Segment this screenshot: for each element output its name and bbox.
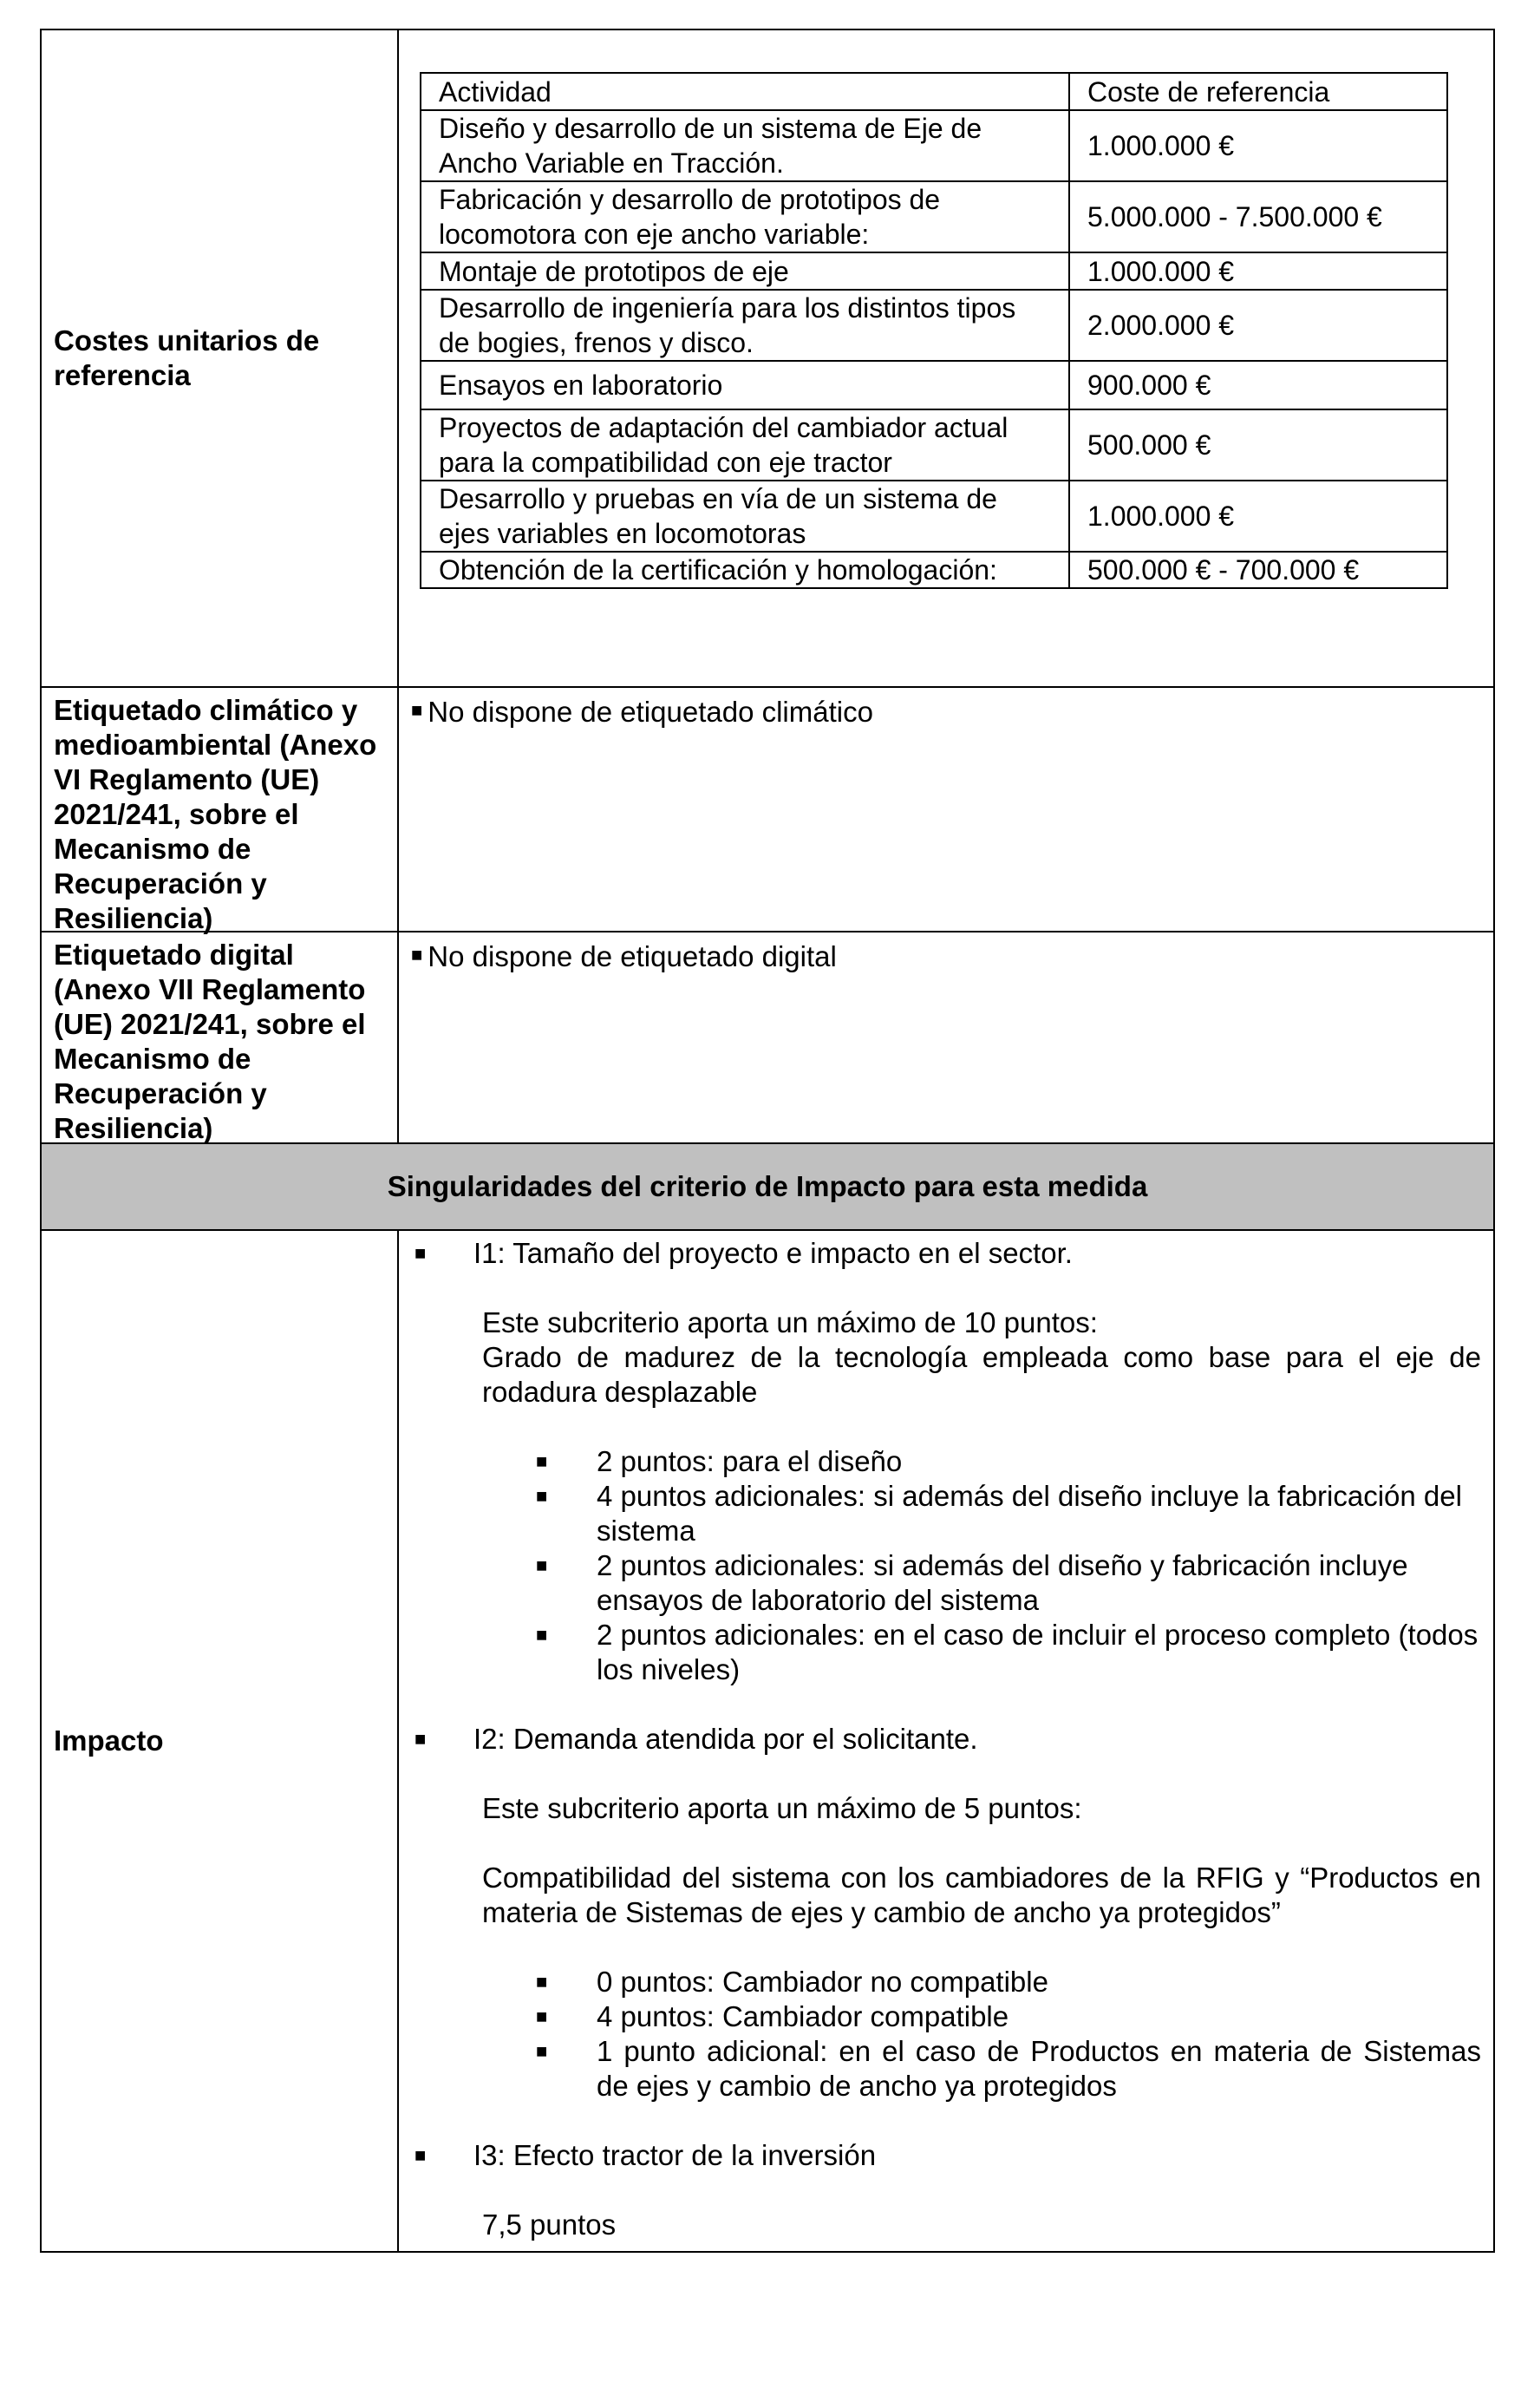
coste-cell: 1.000.000 € xyxy=(1069,481,1447,552)
criteria-table xyxy=(40,29,1495,2253)
list-item: ■ I3: Efecto tractor de la inversión xyxy=(411,2138,1481,2173)
list-item: ■ 2 puntos adicionales: si además del diseño y fabricación incluye ensayos de laboratorio del sistema xyxy=(532,1548,1481,1618)
costes-row xyxy=(42,30,1493,686)
digital-row xyxy=(42,931,1493,1142)
square-bullet-icon: ■ xyxy=(536,1624,548,1646)
header-coste: Coste de referencia xyxy=(1069,73,1447,110)
impacto-row xyxy=(42,1229,1493,2251)
coste-cell: 2.000.000 € xyxy=(1069,290,1447,361)
climatico-label: Etiquetado climático y medioambiental (Anexo VI Reglamento (UE) 2021/241, sobre el Mecanismo de Recuperación y Resiliencia) xyxy=(42,688,399,931)
climatico-row xyxy=(42,686,1493,934)
list-item: ■ 4 puntos adicionales: si además del diseño incluye la fabricación del sistema xyxy=(532,1479,1481,1548)
table-row xyxy=(421,110,1447,181)
i1-max: Este subcriterio aporta un máximo de 10 puntos: xyxy=(482,1306,1098,1338)
table-row xyxy=(421,361,1447,409)
square-bullet-icon: ■ xyxy=(536,2040,548,2062)
costes-cell xyxy=(399,30,1493,686)
list-item: ■ I1: Tamaño del proyecto e impacto en el sector. xyxy=(411,1236,1481,1271)
coste-cell: 900.000 € xyxy=(1069,361,1447,409)
i2-max: Este subcriterio aporta un máximo de 5 puntos: xyxy=(482,1792,1082,1824)
list-item: ■ I2: Demanda atendida por el solicitante. xyxy=(411,1722,1481,1757)
coste-cell: 500.000 € - 700.000 € xyxy=(1069,552,1447,588)
actividad-cell: Montaje de prototipos de eje xyxy=(421,252,1069,290)
section-header: Singularidades del criterio de Impacto para esta medida xyxy=(42,1142,1493,1229)
square-bullet-icon: ■ xyxy=(411,944,423,965)
actividad-cell: Ensayos en laboratorio xyxy=(421,361,1069,409)
square-bullet-icon: ■ xyxy=(536,1485,548,1507)
i3-points: 7,5 puntos xyxy=(482,2208,617,2241)
digital-value: ■ No dispone de etiquetado digital xyxy=(411,940,837,972)
square-bullet-icon: ■ xyxy=(415,1728,427,1750)
square-bullet-icon: ■ xyxy=(415,1242,427,1264)
climatico-value: ■ No dispone de etiquetado climático xyxy=(411,696,873,728)
actividad-cell: Diseño y desarrollo de un sistema de Eje de Ancho Variable en Tracción. xyxy=(421,110,1069,181)
i2-desc: Compatibilidad del sistema con los cambiadores de la RFIG y “Productos en materia de Sistemas de ejes y cambio de ancho ya protegidos” xyxy=(482,1862,1481,1928)
costes-label: Costes unitarios de referencia xyxy=(42,30,399,686)
square-bullet-icon: ■ xyxy=(411,699,423,721)
impacto-label: Impacto xyxy=(42,1231,399,2251)
square-bullet-icon: ■ xyxy=(536,1450,548,1472)
list-item: ■ 4 puntos: Cambiador compatible xyxy=(532,1999,1481,2034)
square-bullet-icon: ■ xyxy=(536,1971,548,1992)
header-actividad: Actividad xyxy=(421,73,1069,110)
table-row xyxy=(421,252,1447,290)
actividad-cell: Obtención de la certificación y homologación: xyxy=(421,552,1069,588)
table-row xyxy=(421,552,1447,588)
table-row xyxy=(421,481,1447,552)
costes-reference-table xyxy=(420,72,1448,589)
actividad-cell: Desarrollo de ingeniería para los distintos tipos de bogies, frenos y disco. xyxy=(421,290,1069,361)
coste-cell: 1.000.000 € xyxy=(1069,252,1447,290)
digital-label: Etiquetado digital (Anexo VII Reglamento (UE) 2021/241, sobre el Mecanismo de Recuperación y Resiliencia) xyxy=(42,932,399,1142)
coste-cell: 5.000.000 - 7.500.000 € xyxy=(1069,181,1447,252)
coste-cell: 1.000.000 € xyxy=(1069,110,1447,181)
table-row xyxy=(421,409,1447,481)
table-header-row xyxy=(421,73,1447,110)
square-bullet-icon: ■ xyxy=(415,2144,427,2166)
square-bullet-icon: ■ xyxy=(536,1554,548,1576)
i1-desc: Grado de madurez de la tecnología empleada como base para el eje de rodadura desplazable xyxy=(482,1341,1481,1408)
table-row xyxy=(421,290,1447,361)
square-bullet-icon: ■ xyxy=(536,2006,548,2027)
actividad-cell: Desarrollo y pruebas en vía de un sistema de ejes variables en locomotoras xyxy=(421,481,1069,552)
list-item: ■ 2 puntos adicionales: en el caso de incluir el proceso completo (todos los niveles) xyxy=(532,1618,1481,1687)
actividad-cell: Proyectos de adaptación del cambiador actual para la compatibilidad con eje tractor xyxy=(421,409,1069,481)
impacto-content xyxy=(399,1231,1493,2251)
list-item: ■ 2 puntos: para el diseño xyxy=(532,1444,1481,1479)
list-item: ■ 1 punto adicional: en el caso de Productos en materia de Sistemas de ejes y cambio de ancho ya protegidos xyxy=(532,2034,1481,2104)
actividad-cell: Fabricación y desarrollo de prototipos de locomotora con eje ancho variable: xyxy=(421,181,1069,252)
table-row xyxy=(421,181,1447,252)
coste-cell: 500.000 € xyxy=(1069,409,1447,481)
list-item: ■ 0 puntos: Cambiador no compatible xyxy=(532,1965,1481,1999)
